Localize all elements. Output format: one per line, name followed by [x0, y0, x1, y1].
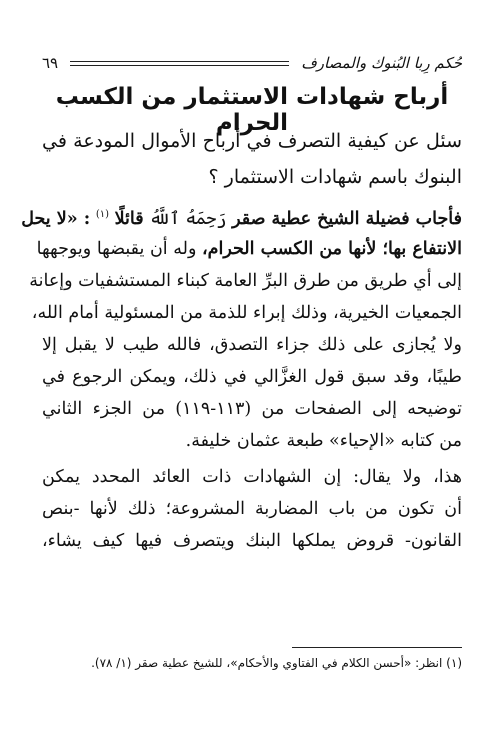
answer-lead: فأجاب فضيلة الشيخ عطية صقر	[232, 208, 462, 229]
continuation-line-2: أن تكون من باب المضاربة المشروعة؛ ذلك لأنها -بنص	[42, 499, 462, 519]
footnote-rule	[292, 647, 462, 648]
header-title: حُكم رِبا البُنوك والمصارف	[301, 54, 462, 72]
continuation-line-1: هذا، ولا يقال: إن الشهادات ذات العائد المحدد يمكن	[42, 467, 462, 487]
answer-line-2	[36, 234, 462, 264]
answer-line-5: ولا يُجازى على ذلك جزاء التصدق، فالله طيب لا يقبل إلا	[42, 335, 462, 355]
answer-line-2-rest: وله أن يقبضها ويوجهها	[36, 239, 197, 259]
section-heading: أرباح شهادات الاستثمار من الكسب الحرام	[55, 84, 449, 136]
answer-line-1	[21, 200, 462, 230]
running-header	[42, 50, 462, 76]
answer-line-8: من كتابه «الإحياء» طبعة عثمان خليفة.	[185, 431, 462, 451]
footnote: (١) انظر: «أحسن الكلام في الفتاوي والأحكام»، للشيخ عطية صقر (١/ ٧٨).	[91, 656, 462, 670]
answer-line-7: توضيحه إلى الصفحات من (١١٣-١١٩) من الجزء الثاني	[42, 399, 462, 419]
answer-said: قائلًا	[114, 208, 144, 229]
answer-line-2-bold: الانتفاع بها؛ لأنها من الكسب الحرام،	[201, 239, 462, 259]
answer-line-4: الجمعيات الخيرية، وذلك إبراء للذمة من المسئولية أمام الله،	[31, 303, 462, 323]
answer-line-6: طيبًا، وقد سبق قول الغزَّالي في ذلك، ويمكن الرجوع في	[42, 367, 462, 387]
honorific: رَحِمَهُ ٱللَّهُ	[149, 208, 227, 229]
question-line-1: سئل عن كيفية التصرف في أرباح الأموال المودعة في	[42, 130, 462, 152]
footnote-ref[interactable]: (١)	[95, 209, 109, 220]
continuation-line-3: القانون- قروض يملكها البنك ويتصرف فيها كيف يشاء،	[42, 531, 462, 551]
header-rule	[70, 61, 289, 66]
page-number: ٦٩	[42, 54, 59, 72]
quote-start: : «لا يحل	[21, 208, 91, 229]
answer-line-3: إلى أي طريق من طرق البرِّ العامة كبناء المستشفيات وإعانة	[29, 271, 462, 291]
question-line-2: البنوك باسم شهادات الاستثمار ؟	[208, 166, 462, 188]
